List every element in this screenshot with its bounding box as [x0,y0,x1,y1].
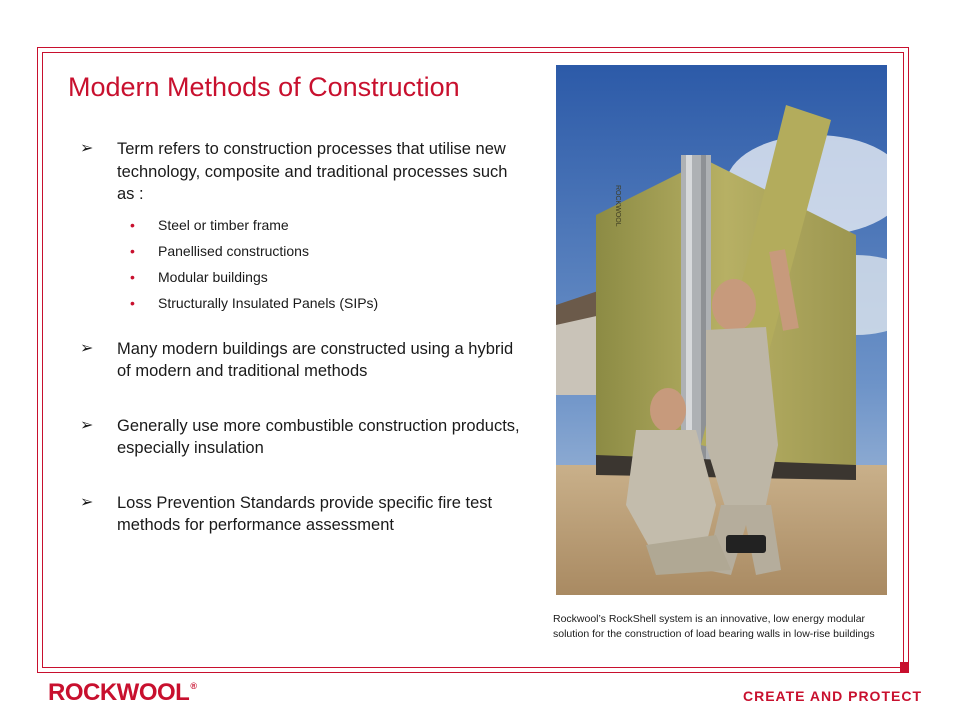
sub-bullet-item [130,218,520,232]
construction-photo [556,65,887,595]
dot-bullet-icon: • [130,216,135,233]
sub-bullet-text: Modular buildings [158,268,268,285]
slide-title: Modern Methods of Construction [68,72,460,102]
bullet-item [80,415,520,460]
dot-bullet-icon: • [130,268,135,285]
sub-bullet-item [130,244,520,258]
bullet-item [80,338,520,383]
sub-bullet-list [80,218,520,310]
bullet-text: Term refers to construction processes that utilise new technology, composite and traditional processes such as : [117,140,508,203]
dot-bullet-icon: • [130,294,135,311]
rockwool-logo [48,680,197,706]
sub-bullet-item [130,296,520,310]
sub-bullet-item [130,270,520,284]
sub-bullet-text: Panellised constructions [158,242,309,259]
bullet-text: Many modern buildings are constructed using a hybrid of modern and traditional methods [117,339,514,380]
footer-tagline: CREATE AND PROTECT [743,688,922,704]
bullet-text: Generally use more combustible construction products, especially insulation [117,416,520,457]
arrow-bullet-icon: ➢ [80,339,94,357]
sub-bullet-text: Structurally Insulated Panels (SIPs) [158,294,379,311]
frame-corner-accent [900,662,909,673]
arrow-bullet-icon: ➢ [80,493,94,511]
sub-bullet-text: Steel or timber frame [158,216,289,233]
photo-caption: Rockwool’s RockShell system is an innovative, low energy modular solution for the construction of load bearing walls in low-rise buildings [553,613,875,640]
logo-text: ROCKWOOL [48,679,190,706]
photo-brand-text: ROCKWOOL [614,185,621,227]
bullet-item [80,492,520,537]
bullet-list [80,138,520,537]
bullet-item [80,138,520,206]
registered-mark: ® [190,681,197,691]
bullet-text: Loss Prevention Standards provide specific fire test methods for performance assessment [117,493,493,534]
arrow-bullet-icon: ➢ [80,416,94,434]
arrow-bullet-icon: ➢ [80,140,94,157]
dot-bullet-icon: • [130,242,135,259]
